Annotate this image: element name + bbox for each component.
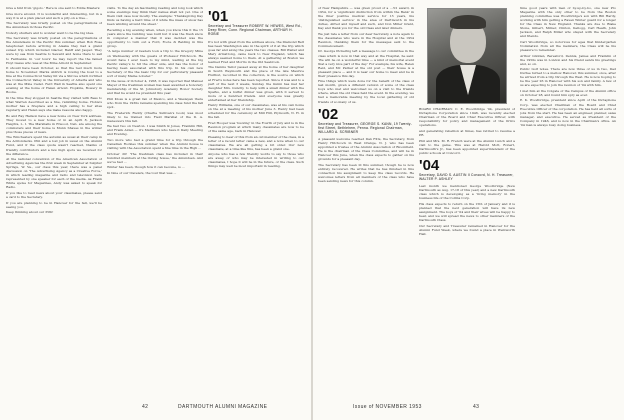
paragraph: Pleasing to hear of this from an old member of the class, in a letter of a recent letter came a new, and a note when to our classmates. We are all getting a bit older. Our new classmate, at a time like this, has been a grand one. xyxy=(208,134,304,151)
class-officers-label: Secretary and Treasurer, GEORGE S. KANN, 19 Twenty-first Street, Bethlehem, Penna. Regional Chairman, WILLARD A. SCRIBNER xyxy=(318,121,412,134)
right-page xyxy=(313,0,624,420)
paragraph: The Frederick Ruddy (Charlie Sullivan's book) was most likely to be trained into Field Marshal of the D. A. maneuvers this fall. xyxy=(107,110,203,123)
right-column-2 xyxy=(419,6,515,402)
paragraph: Phil and Mrs. M. R. French were at the Alumni Lunch and a visit to the game. This was at Harold Mott, Robert, Dartmouth's Jr., has been appointed superintendent of the public schools at Concord. xyxy=(419,138,515,155)
paragraph: I met him at the Colgate of the Campus of the Alumni office on October 28, and found him spry as ever. xyxy=(520,88,616,97)
paragraph: time good years with men of by-up-by-bo, one new Pro Magazine with the only other to be from the Boston planning committee was Woodbridge's son with Bill Hardy, working with him getting a Raven Winter guard for a longer for the Class in New England. Thanks are due to Blake Stone, Gilbert, Milner, Clinton, Kellogg, Carl Heath, John Jackson, and Ralph Miller who stayed with the Secretary and friends. xyxy=(520,6,616,39)
page-number-right: 43 xyxy=(473,404,480,410)
paragraph: Fred Hooper was 'buzzing' in the Fourth of July and is in the Reunion program at which many classmates are now to be of the same age, back in Hanover. xyxy=(208,121,304,134)
paragraph: of New Hampshire — was given proud of a ...'01 award, in 1954, for a 'significant distinction from within the Bank' in the finer positive medical service for 13 years, his 'distinguished service' in the area of Dartmouth in his duties, Alfred and myself and such, and Don Miller Grant, Kay and thank you for the old Class and later dinners. xyxy=(318,6,414,31)
paragraph: Nobody shutters and to wonder went to be the big idea. xyxy=(6,30,94,35)
left-column-3 xyxy=(208,6,304,402)
class-officers-label: Secretary and Treasurer ROBERT W. HEWES, West Rd., Deep River, Conn. Regional Chairman, ARTHUR H. ROBIE xyxy=(208,24,303,37)
paragraph: The Secretary was briefly posted on the peregrinations of the Amundsens in the Pacific this summer, when Bob Rose telephoned before arriving in Alaska they had a grand sunset trip which included Glacier, Banff and Jasper. They were by sea from Seattle to Seward and home there to sail to Fairbanks. In 'our tours' he may report the the famed Hoyt Gazes who was at the Mine Arnold in September. xyxy=(6,36,102,65)
paragraph: We had two on Newton. I was Smith & Jones, Franklin Hill, and Frank Alden — it's Matthews who have it Daily Meeting and Evening. xyxy=(107,124,203,137)
paragraph: If you like to read news about your classmates, please send a card to the Secretary. xyxy=(6,190,102,200)
paragraph: and generating rebellion at times, has retired to resume a PR. xyxy=(419,129,515,138)
paragraph: At the national convention of the American Association of Advertising Agencies the first week in September at Sulphur Springs, W. Va., our class this year, there was a panel discussion on 'The Advertising Agency as a Creative Force,' in which leading magazine and radio and television were represented by one speaker for each of the media. As Frank White spoke for Magazines, Andy was asked to speak for Radio. xyxy=(6,157,102,190)
class-officers-label: Secretary, DAVID S. AUSTIN II Concord, N. H. Treasurer, WALTER P. ASHLEY xyxy=(419,172,514,181)
paragraph: Winter has been, though how it can become, is ... xyxy=(107,165,185,170)
magazine-name-footer: DARTMOUTH ALUMNI MAGAZINE xyxy=(178,404,268,410)
issue-date-footer: Issue of NOVEMBER 1953 xyxy=(353,404,422,410)
paragraph: Our Secretary and Treasurer remained in Hanover for the Alumni Fund Week, where we found a place in Wentworth Hall. xyxy=(419,223,515,236)
paragraph: We just rate a letter from our dear Secretary, a note again to the classmates who were in the Hospital and at the 1954 Reunion, thanking them for the messages sent to the Commencement. xyxy=(318,31,414,48)
paragraph: "A large number of readers took a trip to the Gregory Mine on Wednesday with the guests of Professor Hitchcock. He would have I ever been to my mind, waiting at the big Pacific valley's to hit the other side, and has the honor of having been associated with this trip. In his own new Secretary of the the basic trip for our particularly pleasant sort of many Maine Lobster." xyxy=(107,49,203,78)
paragraph: A pleasant welcome reached Dan Fitts, the Secretary, from Henry Hitchcock in West Orange, N. J. who has been appointed a trustee of the Alumni Association of Bloomfield. He is the chairman of the Class Committee, and will be in Hanover this June, when the class expects to gather on his grounds for a pleasant day. xyxy=(318,137,414,162)
paragraph: Dr. George Pickering left a message to our committee in the class which is now in that way and at the Hospital, he said: 'We will be on a wonderful time — a kind of memorial event that a very nice part of the day.' For example, his wife, Helen Reid, and Mr. Parker at the old post — their house is a pleasant place — and it is near our home to meet and be in their presence this day. xyxy=(318,49,414,78)
class-year-heading: '04 xyxy=(419,156,440,174)
class-year-heading: '02 xyxy=(318,105,339,123)
right-column-3 xyxy=(520,6,616,402)
paragraph: Last month we mentioned George Woodbridge (New Dartmouth as Aug. 17-18 of this year) and a new Dartmouth class which is developing as a 'living memory' in the business life of the Collins Corp. xyxy=(419,184,515,201)
paragraph: Give a hint from 'gigolo.' Here is one sent to Eddie Masters: xyxy=(6,6,101,10)
left-page xyxy=(0,0,311,420)
portrait-photo xyxy=(427,8,507,104)
paragraph: visits. To the day an fascinating reading and long look which some evenings may think their names shall not yet. One of them visit case now mostly. The example: 'Thanksgiving Day finds us having a hard time of it while the mass of snow has been winding around the sheet.' xyxy=(107,6,203,27)
portrait-hair xyxy=(450,15,486,29)
left-column-1 xyxy=(6,6,102,402)
right-column-1 xyxy=(318,6,414,402)
paragraph: E. K. Woodbridge, president since April of the Dictaphone Corp. was elected Chairman of the Board and Chief Executive Officer of the corporation. He has held all sorts of jobs from the start. He has been an engineer, planner, sales manager, and executive. He served as President of the Company in 1946, and is now in the Chairman's office. An '04 man is always busy doing business. xyxy=(520,98,616,127)
paragraph: October 20! 'The freshman class has included in their hundred members at the Outing house,' the Amundsen. And we've had ... xyxy=(107,151,203,164)
paragraph: If you are planning to be in Hanover for the fall, we'll be seeing you. xyxy=(6,200,102,209)
paragraph: It should have been October, so that the rest much more home to November. Marks Aldrich is rowing the boat to a fine at the Connecticut Valley hit via a Shrove which fortified the Connecticut Valley in the University of Alberta and who was at the Mine Cadet. Ferd Wall in Seattle also spent one evening at the home of Helen Arnold. Hopkins, Bowery in Boone. xyxy=(6,66,102,95)
class-year-heading: '01 xyxy=(208,8,229,25)
paragraph: The Secretary has been ill this summer, though he is now entirely recovered. He writes that he has finished in this connection his assignment to keep the class records. He welcomes letters from all members of the class who have been sending news for this column. xyxy=(318,162,414,184)
paragraph: Keep thinking about our 35th! xyxy=(6,210,54,215)
paragraph: Recalling a big evening when, when you know this it the 15 years since the building was built but it was the fresh snow in computer a manner that it was decided was the opportunity to turn out a Ford, Foote & Belding in this group. xyxy=(107,27,203,48)
paragraph: Public Golf notes. There are now three of us in two, Dad Durfee turned to a mellow Hanover, this summer, once, after he arrived from a trip through the West. He is now hoping to be the year 26 in Hanover with his son and family. A few of us are expecting to join the reunion of '04 with him. xyxy=(520,67,616,88)
paragraph: The Winchesters spent the autumn as usual at their camp in the Adirondacks. Phil and a lost job in usual on the Alumni Fund, and if the class quota wasn't reached, thanks of friendly contributors and a few high spots we received for the difference. xyxy=(6,135,102,156)
paragraph: In the issue of October 4, 1958, it was reported that Manuel Mayer of the freshman women has been awarded a honorary membership of the St. Johnsbury Academy Honor Society and that he would be president this year. xyxy=(107,79,203,96)
paragraph: It's not with great from the address above, the Diamond Belt has been Washington also in the spirit of it at the trip which goes far and along the years the two classes. Bill Waiter and Mary Armstrong, came back to New England, which has always seemed home to them. At a gathering at Boston we learned Fred and Morris in the Old Seabrook. xyxy=(208,39,304,64)
page-number-left: 42 xyxy=(142,404,149,410)
left-column-2 xyxy=(107,6,203,402)
paragraph: Give more around. It is wonderful and interesting, but in a way it is at a plan placed and such a pity-on a tree... xyxy=(6,11,102,20)
paragraph: Carl Woodbridge, so notorious for ages that Kindergarten Nomination from all the members, the Class will be his pleasure to remember. xyxy=(520,39,616,52)
paragraph: Fine things which were done for the benefit of the class of last month, given a different version of some of the class boys who met and welcomed us on a visit to the friends where, when the old Class held the event. In the evening, we had a memorable meeting by the local gathering of old friends of so many of us. xyxy=(318,79,414,104)
photo-caption: BOARD CHAIRMAN: C. E. Woodbridge '04, president of Dictaphone Corporation since 1946, was recently elected Chairman of the Board and Chief Executive Officer, with responsibility for policy and management of the firm's operations. xyxy=(419,107,515,127)
paragraph: In the time they stopped in Seattle they visited with Bess to what Warren described as a fine, ramblling home. Hobie's mother has a fireplace and a high ceiling to her sites regularly and Helen says she make reasons also happy. xyxy=(6,95,102,113)
paragraph: Anyone who has a few friendly words to say to those who are away, or who may be interested in writing to our classmates, I hope it will be in the future, or the class. Such things may well be most important in reading. xyxy=(208,152,304,169)
paragraph: Bo and Ray Hailson have a new home on New York address. They moved to a new home or in an April 8, Jackson Heights, L. I. The Marshalls in Elwood, Neb. are among the commuters and their home is Munn Shaves in the winter plus those pieces of news. xyxy=(6,113,102,134)
paragraph: Two more who had a grand time for a trip through the Canadian Rockies this summer when the Alumni house is visiting with the Association spent a fine time in the High ... xyxy=(107,137,203,150)
paragraph: The Dennis Tailor passed away at the home of her daughter in South Weymouth and the place of the late Maurice Hurlbut, recorded in the collection, is the source on which at Fred's notes here has been reported. Since it was and to a part of the next 3 weeks, Sunday, the Guinn has met her daughter Mrs. Gundry, to help with a small dinner with the Sparks, and a buffet dinner was given, with it served to more of a hundred friends. And everyone was greatly entertained at her friendship. xyxy=(208,65,304,102)
paragraph: Henry Williams, one of our classmates, was at his own home on the at a meeting of his mother June 3. Henry had been scheduled for the ceremony at Mill Hill, Plymouth, N. H. in the fall. xyxy=(208,103,304,120)
paragraph: The Secretary was briefly posted on the peregrinations of the Amundsen in those Pacific. xyxy=(6,21,102,30)
paragraph: His class expects to return on the 15th of January and it is planned that the next generation will have its new assignment. The boys of '04 and their wives will be happy to hear, and we will spread the news to other members of the Dartmouth Class. xyxy=(419,201,515,223)
paragraph: In time of our travelers, the tour that was ... xyxy=(107,170,177,175)
paragraph: Arthur Glidden, Beresford, Dennis, James and Franklin of the 1950s was in London and his friend sends his greetings and, so on. xyxy=(520,53,616,66)
paragraph: Phil Kloss is a great fan of Mexico, and a Wesleyan there who from the 1930s remains spending his class fund the fall spot. xyxy=(107,96,203,110)
